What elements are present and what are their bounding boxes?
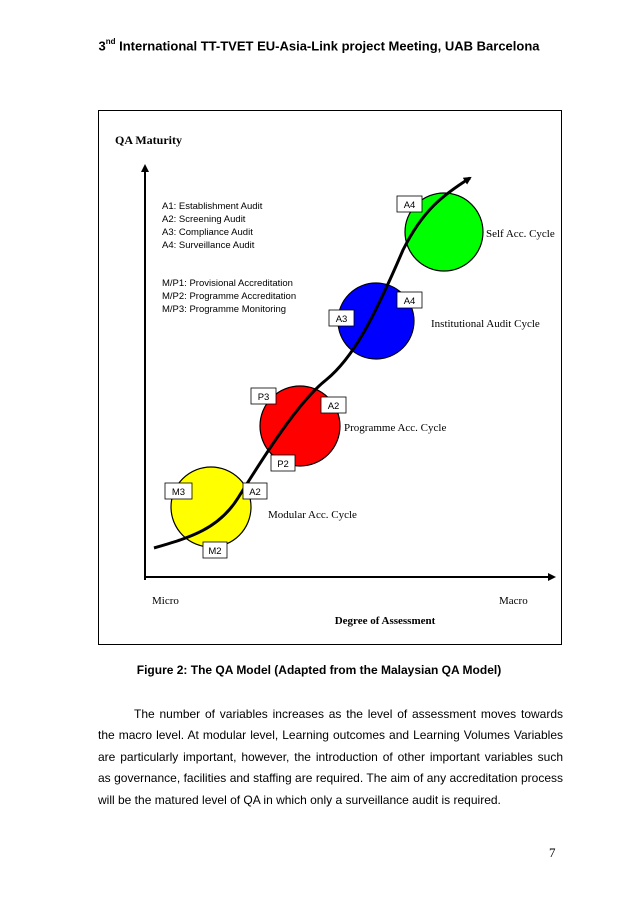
tag-programme-a2 [321, 397, 346, 413]
x-axis-end-label: Macro [499, 595, 528, 607]
svg-text:A4: A4 [403, 296, 416, 307]
tag-p3 [251, 388, 276, 404]
body-paragraph [98, 704, 563, 811]
legend-audit-1: A1: Establishment Audit [162, 201, 263, 212]
svg-text:A2: A2 [327, 401, 340, 412]
tag-a3 [329, 310, 354, 326]
header-title: International TT-TVET EU-Asia-Link project Meeting, UAB Barcelona [119, 38, 540, 54]
tag-self-a4 [397, 196, 422, 212]
header-ordinal: 3 [98, 38, 106, 54]
x-axis-start-label: Micro [152, 595, 179, 607]
tag-m2 [203, 542, 227, 558]
audit-legend [162, 201, 263, 251]
svg-text:M3: M3 [171, 487, 186, 498]
svg-text:P2: P2 [277, 459, 289, 470]
modular-cycle-circle [171, 467, 251, 547]
tag-institutional-a4 [397, 292, 422, 308]
legend-accreditation-3: M/P3: Programme Monitoring [162, 304, 287, 315]
label-modular-cycle: Modular Acc. Cycle [268, 509, 357, 521]
label-self-cycle: Self Acc. Cycle [486, 228, 555, 240]
body-text: The number of variables increases as the level of assessment moves towards the macro level. At modular level, Learning outcomes and Learning Volumes Variables are particularly important, however, the introduction of other important variables such as governance, facilities and staffing are required. The aim of any accreditation process will be the matured level of QA in which only a surveillance audit is required. [98, 707, 563, 807]
label-institutional-cycle: Institutional Audit Cycle [431, 318, 540, 330]
legend-audit-4: A4: Surveillance Audit [162, 240, 255, 251]
legend-audit-3: A3: Compliance Audit [162, 227, 253, 238]
x-axis-title: Degree of Assessment [334, 615, 436, 627]
accreditation-legend [162, 278, 296, 315]
svg-text:A2: A2 [249, 487, 261, 498]
page-number: 7 [549, 845, 556, 860]
legend-accreditation-1: M/P1: Provisional Accreditation [162, 278, 293, 289]
svg-text:P3: P3 [257, 392, 270, 403]
header-ordinal-suffix: nd [105, 37, 116, 46]
legend-audit-2: A2: Screening Audit [162, 214, 246, 225]
figure-caption: Figure 2: The QA Model (Adapted from the Malaysian QA Model) [136, 663, 502, 677]
y-axis-title: QA Maturity [115, 133, 182, 147]
qa-model-diagram [98, 110, 562, 645]
svg-text:A3: A3 [335, 314, 348, 325]
tag-modular-a2 [243, 483, 267, 499]
legend-accreditation-2: M/P2: Programme Accreditation [162, 291, 297, 302]
svg-text:M2: M2 [208, 546, 222, 557]
svg-text:A4: A4 [403, 200, 416, 211]
tag-m3 [165, 483, 192, 499]
tag-p2 [271, 455, 295, 471]
label-programme-cycle: Programme Acc. Cycle [344, 422, 447, 434]
running-header [0, 38, 638, 53]
